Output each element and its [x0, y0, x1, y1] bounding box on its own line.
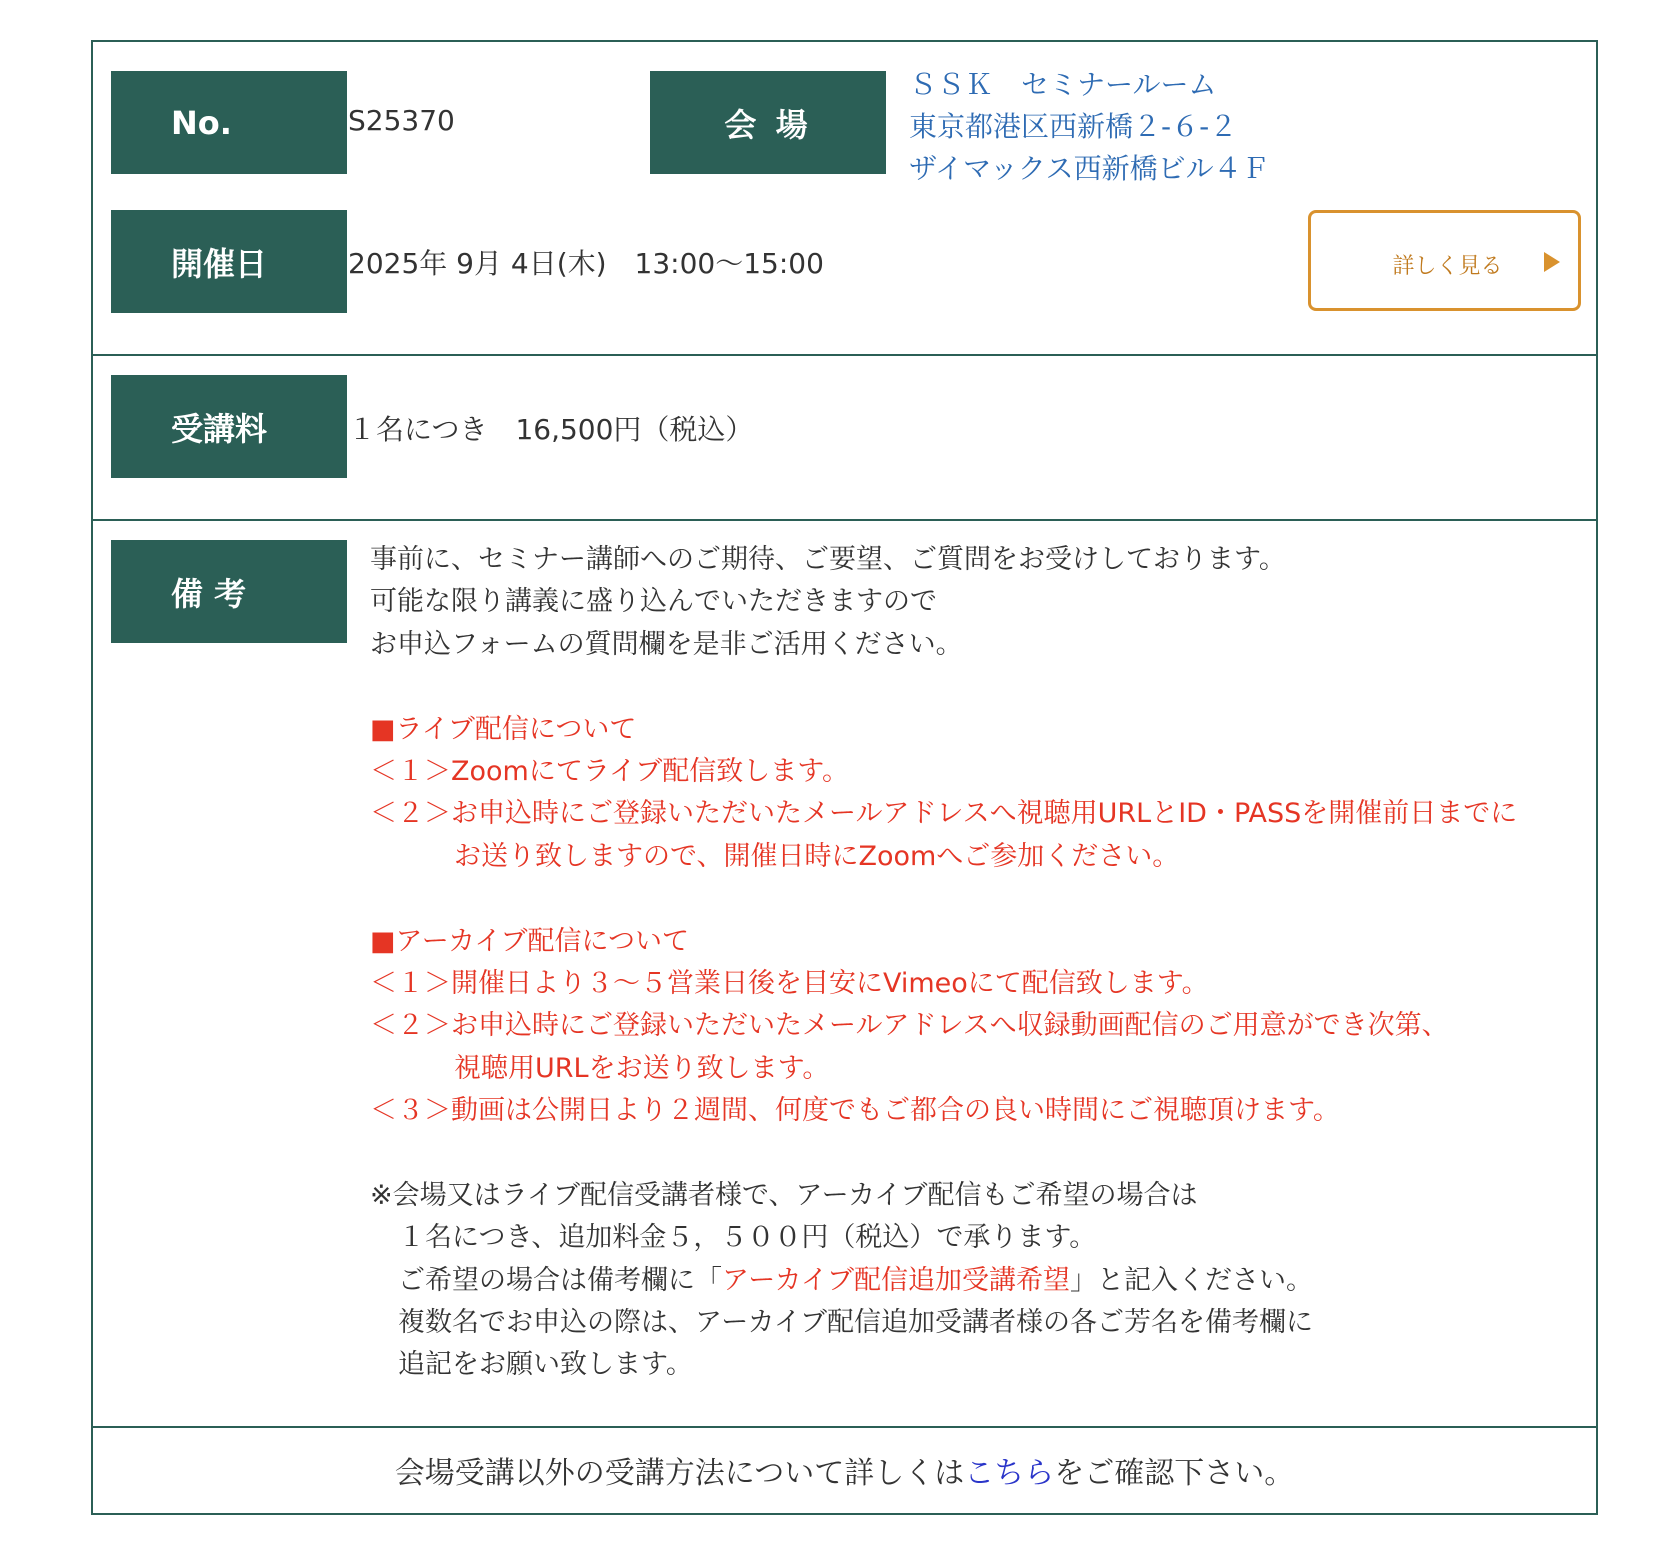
no-value: S25370: [348, 104, 455, 137]
footer-section: [93, 1426, 1596, 1515]
footer-post: をご確認下さい。: [1054, 1456, 1295, 1491]
triangle-right-icon: [1544, 252, 1560, 272]
live-item-2a: ＜２＞お申込時にご登録いただいたメールアドレスへ視聴用URLとID・PASSを開催前日までに: [370, 798, 1518, 830]
live-item-2b: お送り致しますので、開催日時にZoomへご参加ください。: [454, 840, 1180, 872]
archive-item-2a: ＜２＞お申込時にご登録いただいたメールアドレスへ収録動画配信のご用意ができ次第、: [370, 1010, 1449, 1042]
seminar-card: [91, 40, 1598, 1515]
date-value: 2025年 9月 4日(木) 13:00～15:00: [348, 247, 824, 280]
notes-body: [370, 539, 1585, 1387]
fee-section: [93, 354, 1596, 521]
extra-line-3: [370, 1260, 1585, 1302]
archive-heading: ■アーカイブ配信について: [370, 925, 689, 957]
notes-label: 備 考: [111, 540, 347, 643]
archive-item-3: ＜３＞動画は公開日より２週間、何度でもご都合の良い時間にご視聴頂けます。: [370, 1095, 1340, 1127]
venue-label: 会 場: [650, 71, 886, 174]
details-button[interactable]: [1308, 210, 1581, 311]
date-label: 開催日: [111, 210, 347, 313]
live-heading: ■ライブ配信について: [370, 713, 637, 745]
extra-line-3-highlight: アーカイブ配信追加受講希望: [722, 1264, 1071, 1296]
info-section: [93, 42, 1596, 356]
notes-section: [93, 519, 1596, 1428]
fee-label: 受講料: [111, 375, 347, 478]
extra-line-1: ※会場又はライブ配信受講者様で、アーカイブ配信もご希望の場合は: [370, 1179, 1198, 1211]
archive-item-1: ＜１＞開催日より３～５営業日後を目安にVimeoにて配信致します。: [370, 967, 1209, 999]
details-button-label: 詳しく見る: [1392, 254, 1503, 279]
venue-address[interactable]: 東京都港区西新橋２-６-２: [909, 110, 1238, 143]
footer-text: [93, 1448, 1596, 1492]
venue-building[interactable]: ザイマックス西新橋ビル４Ｆ: [909, 152, 1270, 185]
venue-name[interactable]: ＳＳＫ セミナールーム: [909, 68, 1217, 101]
notes-intro-2: 可能な限り講義に盛り込んでいただきますので: [370, 586, 937, 618]
notes-intro-1: 事前に、セミナー講師へのご期待、ご要望、ご質問をお受けしております。: [370, 544, 1286, 575]
extra-line-5: 追記をお願い致します。: [398, 1349, 693, 1381]
venue-link[interactable]: [909, 64, 1270, 190]
extra-line-2: １名につき、追加料金５，５００円（税込）で承ります。: [398, 1222, 1097, 1254]
live-item-1: ＜１＞Zoomにてライブ配信致します。: [370, 755, 850, 787]
extra-line-3-pre: ご希望の場合は備考欄に「: [398, 1264, 722, 1296]
extra-line-3-post: 」と記入ください。: [1070, 1264, 1314, 1296]
archive-item-2b: 視聴用URLをお送り致します。: [454, 1052, 830, 1084]
fee-value: １名につき 16,500円（税込）: [348, 413, 754, 446]
notes-intro-3: お申込フォームの質問欄を是非ご活用ください。: [370, 628, 963, 660]
footer-link[interactable]: こちら: [964, 1456, 1055, 1491]
no-label: No.: [111, 71, 347, 174]
footer-pre: 会場受講以外の受講方法について詳しくは: [394, 1456, 965, 1491]
extra-line-4: 複数名でお申込の際は、アーカイブ配信追加受講者様の各ご芳名を備考欄に: [398, 1307, 1314, 1339]
